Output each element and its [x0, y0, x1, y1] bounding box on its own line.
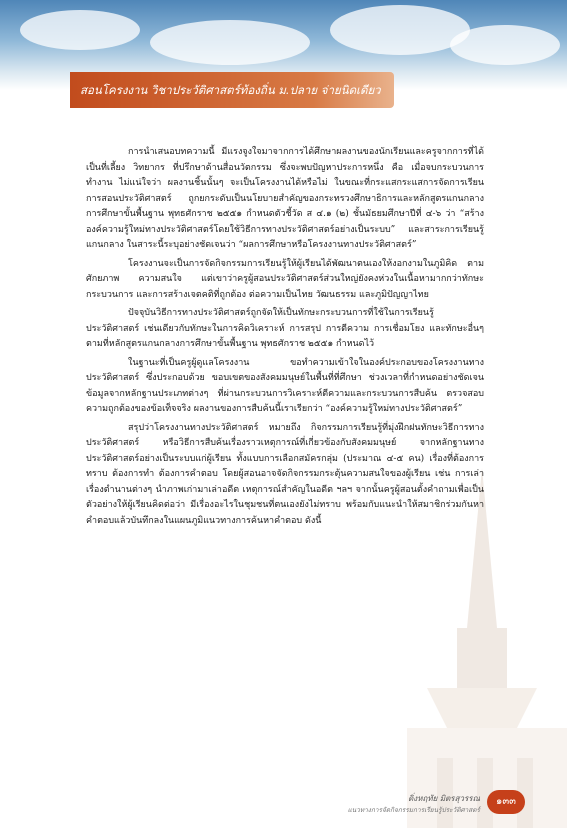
footer-author: ดิ่งหฤทัย มิตรสุวรรณ: [408, 794, 480, 803]
paragraph: การนำเสนอบทความนี้ มีแรงจูงใจมาจากการได้ศึกษาผลงานของนักเรียนและครูจากการที่ได้เป็นที่เลี้ยง วิทยากร ที่ปรึกษาด้านสื่อนวัตกรรม ซึ่งจะพบปัญหาประการหนึ่ง คือ เมื่อจบกระบวนการทำงาน ไม่แน่ใจว่า ผลงานชิ้นนั้นๆ จะเป็นโครงงานได้หรือไม่ ในขณะที่กระแสกระแสการจัดการเรียนการสอนประวัติศาสตร์ ถูกยกระดับเป็นนโยบายสำคัญของกระทรวงศึกษาธิการและหลักสูตรแกนกลางการศึกษาขั้นพื้นฐาน พุทธศักราช ๒๕๕๑ กำหนดตัวชี้วัด ส ๔.๑ (๒) ชั้นมัธยมศึกษาปีที่ ๔-๖ ว่า “สร้างองค์ความรู้ใหม่ทางประวัติศาสตร์โดยใช้วิธีการทางประวัติศาสตร์อย่างเป็นระบบ” และสาระการเรียนรู้แกนกลาง ในสาระนี้ระบุอย่างชัดเจนว่า “ผลการศึกษาหรือโครงงานทางประวัติศาสตร์”: [86, 147, 484, 250]
paragraph: ปัจจุบันวิธีการทางประวัติศาสตร์ถูกจัดให้เป็นทักษะกระบวนการที่ใช้ในการเรียนรู้ประวัติศาสตร์ เช่นเดียวกับทักษะในการคิดวิเคราะห์ การสรุป การตีความ การเชื่อมโยง และทักษะอื่นๆ ตามที่หลักสูตรแกนกลางการศึกษาขั้นพื้นฐาน พุทธศักราช ๒๕๕๑ กำหนดไว้: [86, 308, 484, 349]
paragraph: สรุปว่าโครงงานทางประวัติศาสตร์ หมายถึง กิจกรรมการเรียนรู้ที่มุ่งฝึกฝนทักษะวิธีการทางประวัติศาสตร์ หรือวิธีการสืบค้นเรื่องราวเหตุการณ์ที่เกี่ยวข้องกับสังคมมนุษย์ จากหลักฐานทางประวัติศาสตร์อย่างเป็นระบบแก่ผู้เรียน ทั้งแบบการเลือกสมัครกลุ่ม (ประมาณ ๔-๕ คน) เรื่องที่ต้องการทราบ ต้องการทำ ต้องการคำตอบ โดยผู้สอนอาจจัดกิจกรรมกระตุ้นความสนใจของผู้เรียน เช่น การเล่าเรื่องตำนานต่างๆ นำภาพเก่ามาเล่าอดีต เหตุการณ์สำคัญในอดีต ฯลฯ จากนั้นครูผู้สอนตั้งคำถามเพื่อเป็นตัวอย่างให้ผู้เรียนคิดต่อว่า มีเรื่องอะไรในชุมชนที่ตนเองยังไม่ทราบ พร้อมกับแนะนำให้สมาชิกร่วมกันหาคำตอบแล้วบันทึกลงในแผนภูมิแนวทางการค้นหาคำตอบ ดังนี้: [86, 422, 484, 526]
article-body: [86, 145, 484, 532]
page-title: สอนโครงงาน วิชาประวัติศาสตร์ท้องถิ่น ม.ปลาย จ่ายนิดเดียว: [80, 83, 381, 97]
page-number-badge: ๑๓๓: [487, 790, 525, 814]
paragraph: ในฐานะที่เป็นครูผู้ดูแลโครงงาน ขอทำความเข้าใจในองค์ประกอบของโครงงานทางประวัติศาสตร์ ซึ่งประกอบด้วย ขอบเขตของสังคมมนุษย์ในพื้นที่ที่ศึกษา ช่วงเวลาที่กำหนดอย่างชัดเจน ข้อมูลจากหลักฐานประเภทต่างๆ ที่ผ่านกระบวนการวิเคราะห์ตีความและกระบวนการสืบค้น ตรวจสอบความถูกต้องของข้อเท็จจริง ผลงานของการสืบค้นนี้เราเรียกว่า “องค์ความรู้ใหม่ทางประวัติศาสตร์”: [86, 357, 484, 414]
footer-subtitle: แนวทางการจัดกิจกรรมการเรียนรู้ประวัติศาสตร์: [347, 806, 480, 814]
paragraph: โครงงานจะเป็นการจัดกิจกรรมการเรียนรู้ให้ผู้เรียนได้พัฒนาตนเองให้งอกงามในภูมิคิด ตามศักยภาพ ความสนใจ แต่เขาว่าครูผู้สอนประวัติศาสตร์ส่วนใหญ่ยังคงห่วงในเนื้อหามากกว่าทักษะกระบวนการ และการสร้างเจตคติที่ถูกต้อง ต่อความเป็นไทย วัฒนธรรม และภูมิปัญญาไทย: [86, 258, 484, 300]
